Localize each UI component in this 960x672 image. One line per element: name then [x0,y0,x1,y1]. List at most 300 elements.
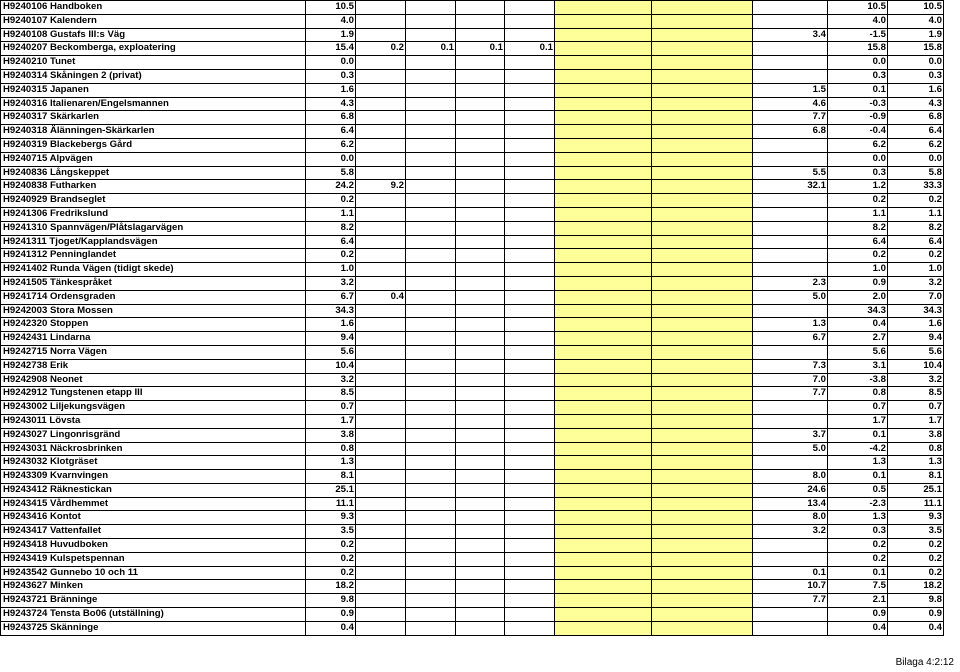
value-cell [406,552,456,566]
table-row [1,359,944,373]
table-row [1,152,944,166]
value-cell: 0.1 [505,42,555,56]
value-cell: -0.9 [828,111,888,125]
value-cell [555,249,652,263]
value-cell: 18.2 [306,580,356,594]
value-cell: 7.0 [753,373,828,387]
value-cell [652,14,753,28]
value-cell [505,566,555,580]
value-cell [555,414,652,428]
row-label-cell: H9243416 Kontot [1,511,306,525]
value-cell: 0.8 [306,442,356,456]
value-cell [652,194,753,208]
value-cell [652,56,753,70]
value-cell [406,152,456,166]
row-label-cell: H9241310 Spannvägen/Plåtslagarvägen [1,221,306,235]
value-cell [356,359,406,373]
table-row [1,332,944,346]
value-cell [505,332,555,346]
value-cell: 0.2 [306,566,356,580]
value-cell [406,83,456,97]
value-cell: 4.0 [888,14,944,28]
value-cell [555,1,652,15]
value-cell: 0.2 [828,249,888,263]
value-cell: 0.7 [888,401,944,415]
value-cell: 1.6 [888,83,944,97]
value-cell [406,69,456,83]
value-cell [356,138,406,152]
table-row [1,125,944,139]
value-cell [406,608,456,622]
value-cell: 10.4 [888,359,944,373]
value-cell [456,166,505,180]
value-cell [356,414,406,428]
value-cell [555,125,652,139]
value-cell: 10.4 [306,359,356,373]
value-cell: 33.3 [888,180,944,194]
value-cell [505,166,555,180]
value-cell [555,28,652,42]
table-row [1,566,944,580]
row-label-cell: H9240317 Skärkarlen [1,111,306,125]
value-cell: 2.0 [828,290,888,304]
value-cell: 0.2 [306,194,356,208]
value-cell [406,28,456,42]
table-row [1,97,944,111]
table-row [1,290,944,304]
value-cell: -3.8 [828,373,888,387]
value-cell [406,125,456,139]
value-cell [555,594,652,608]
value-cell: 0.0 [828,152,888,166]
value-cell: 4.6 [753,97,828,111]
value-cell [555,221,652,235]
value-cell [356,594,406,608]
row-label-cell: H9240715 Alpvägen [1,152,306,166]
value-cell [456,111,505,125]
value-cell [555,56,652,70]
table-row [1,56,944,70]
value-cell: 3.4 [753,28,828,42]
row-label-cell: H9243412 Räknestickan [1,483,306,497]
value-cell [505,263,555,277]
value-cell [505,69,555,83]
value-cell [505,97,555,111]
table-row [1,483,944,497]
value-cell [406,235,456,249]
value-cell: 0.1 [753,566,828,580]
value-cell [456,621,505,635]
row-label-cell: H9243725 Skänninge [1,621,306,635]
value-cell: 5.8 [306,166,356,180]
value-cell [356,373,406,387]
table-row [1,276,944,290]
value-cell: 6.4 [828,235,888,249]
value-cell [356,276,406,290]
value-cell: 11.1 [888,497,944,511]
value-cell: 1.3 [828,456,888,470]
value-cell [753,621,828,635]
table-row [1,539,944,553]
table-row [1,552,944,566]
value-cell [753,263,828,277]
value-cell [505,28,555,42]
value-cell [356,194,406,208]
table-row [1,304,944,318]
value-cell [555,359,652,373]
value-cell [406,1,456,15]
value-cell [456,345,505,359]
value-cell [406,387,456,401]
value-cell: 2.7 [828,332,888,346]
value-cell [356,387,406,401]
value-cell [505,318,555,332]
value-cell [652,497,753,511]
value-cell [753,249,828,263]
value-cell [505,138,555,152]
value-cell [505,497,555,511]
value-cell: 4.0 [306,14,356,28]
table-row [1,235,944,249]
value-cell: 0.8 [888,442,944,456]
value-cell [356,483,406,497]
row-label-cell: H9242908 Neonet [1,373,306,387]
value-cell [456,428,505,442]
row-label-cell: H9243542 Gunnebo 10 och 11 [1,566,306,580]
row-label-cell: H9242715 Norra Vägen [1,345,306,359]
value-cell [652,621,753,635]
row-label-cell: H9240210 Tunet [1,56,306,70]
value-cell: 7.0 [888,290,944,304]
value-cell [505,14,555,28]
table-body [1,1,944,636]
table-row [1,318,944,332]
value-cell [555,483,652,497]
table-row [1,525,944,539]
value-cell [555,166,652,180]
value-cell [356,428,406,442]
value-cell: 2.1 [828,594,888,608]
value-cell [406,345,456,359]
value-cell: 1.3 [753,318,828,332]
value-cell [406,621,456,635]
value-cell: 0.4 [306,621,356,635]
value-cell: 3.7 [753,428,828,442]
value-cell [555,152,652,166]
value-cell: 5.6 [888,345,944,359]
value-cell [555,276,652,290]
value-cell [753,1,828,15]
value-cell [356,263,406,277]
value-cell: 1.0 [306,263,356,277]
value-cell: 6.2 [888,138,944,152]
value-cell: 1.2 [828,180,888,194]
value-cell: 3.8 [888,428,944,442]
value-cell [456,470,505,484]
row-label-cell: H9243002 Liljekungsvägen [1,401,306,415]
value-cell [753,152,828,166]
value-cell: 6.8 [888,111,944,125]
value-cell [753,207,828,221]
value-cell: 8.2 [306,221,356,235]
value-cell [753,194,828,208]
value-cell [456,180,505,194]
value-cell [406,566,456,580]
value-cell [356,525,406,539]
value-cell [356,580,406,594]
value-cell [652,138,753,152]
value-cell [753,539,828,553]
value-cell: 0.1 [828,566,888,580]
table-row [1,249,944,263]
value-cell [555,442,652,456]
value-cell: 3.2 [888,373,944,387]
value-cell: 0.1 [828,83,888,97]
value-cell [505,1,555,15]
value-cell [753,304,828,318]
value-cell: -0.3 [828,97,888,111]
value-cell [406,304,456,318]
value-cell: 0.4 [828,318,888,332]
row-label-cell: H9243415 Vårdhemmet [1,497,306,511]
value-cell: 0.0 [306,56,356,70]
value-cell: 5.5 [753,166,828,180]
value-cell: 15.8 [888,42,944,56]
value-cell [356,497,406,511]
value-cell: 1.6 [306,83,356,97]
value-cell [753,345,828,359]
value-cell [555,235,652,249]
value-cell [652,263,753,277]
value-cell [652,387,753,401]
value-cell: 8.1 [888,470,944,484]
row-label-cell: H9243417 Vattenfallet [1,525,306,539]
table-row [1,180,944,194]
value-cell [652,594,753,608]
value-cell [356,318,406,332]
value-cell: 7.3 [753,359,828,373]
value-cell [456,221,505,235]
value-cell [652,290,753,304]
row-label-cell: H9240106 Handboken [1,1,306,15]
value-cell [456,207,505,221]
value-cell [456,290,505,304]
value-cell: 4.3 [888,97,944,111]
value-cell [505,290,555,304]
value-cell [406,97,456,111]
value-cell: 1.3 [828,511,888,525]
value-cell [652,483,753,497]
value-cell [356,166,406,180]
value-cell: 3.2 [306,276,356,290]
value-cell: 4.3 [306,97,356,111]
row-label-cell: H9243027 Lingonrisgränd [1,428,306,442]
value-cell [356,83,406,97]
value-cell [505,456,555,470]
table-row [1,14,944,28]
value-cell [356,221,406,235]
value-cell [555,456,652,470]
row-label-cell: H9240107 Kalendern [1,14,306,28]
value-cell [753,608,828,622]
value-cell: 7.7 [753,594,828,608]
value-cell [505,483,555,497]
value-cell [456,194,505,208]
value-cell: 1.7 [306,414,356,428]
value-cell [505,373,555,387]
value-cell: 3.2 [888,276,944,290]
value-cell [555,580,652,594]
value-cell [456,263,505,277]
table-row [1,594,944,608]
value-cell: 5.6 [828,345,888,359]
value-cell [356,539,406,553]
value-cell [555,14,652,28]
value-cell [555,332,652,346]
value-cell [406,470,456,484]
value-cell [406,14,456,28]
value-cell [356,1,406,15]
value-cell: 0.2 [888,194,944,208]
value-cell [753,552,828,566]
value-cell: 0.4 [828,621,888,635]
value-cell: 10.5 [306,1,356,15]
value-cell: 7.7 [753,111,828,125]
value-cell: 3.2 [306,373,356,387]
value-cell: 5.8 [888,166,944,180]
row-label-cell: H9240929 Brandseglet [1,194,306,208]
value-cell [753,401,828,415]
value-cell [406,539,456,553]
value-cell [356,125,406,139]
value-cell [555,373,652,387]
value-cell: -1.5 [828,28,888,42]
value-cell [356,152,406,166]
value-cell [505,111,555,125]
value-cell: 9.3 [888,511,944,525]
value-cell [652,442,753,456]
value-cell: 0.2 [888,539,944,553]
value-cell [356,235,406,249]
table-row [1,497,944,511]
value-cell: 8.5 [888,387,944,401]
value-cell: 9.4 [306,332,356,346]
value-cell [356,608,406,622]
value-cell: 0.9 [828,608,888,622]
value-cell [505,525,555,539]
value-cell [652,428,753,442]
value-cell: 0.5 [828,483,888,497]
value-cell: 9.8 [888,594,944,608]
value-cell [555,470,652,484]
value-cell [456,483,505,497]
row-label-cell: H9240316 Italienaren/Engelsmannen [1,97,306,111]
value-cell: 10.5 [888,1,944,15]
value-cell [406,511,456,525]
value-cell [356,442,406,456]
value-cell [753,235,828,249]
row-label-cell: H9240314 Skåningen 2 (privat) [1,69,306,83]
value-cell: 3.8 [306,428,356,442]
value-cell [555,304,652,318]
value-cell [505,345,555,359]
value-cell: 8.1 [306,470,356,484]
value-cell [555,428,652,442]
value-cell [406,594,456,608]
value-cell [505,249,555,263]
table-row [1,456,944,470]
value-cell [456,387,505,401]
value-cell [555,552,652,566]
value-cell: -4.2 [828,442,888,456]
value-cell [652,414,753,428]
value-cell [652,83,753,97]
row-label-cell: H9243627 Minken [1,580,306,594]
row-label-cell: H9240318 Älänningen-Skärkarlen [1,125,306,139]
value-cell: 4.0 [828,14,888,28]
value-cell [652,345,753,359]
value-cell [456,138,505,152]
row-label-cell: H9241402 Runda Vägen (tidigt skede) [1,263,306,277]
value-cell [652,180,753,194]
value-cell [555,138,652,152]
table-row [1,42,944,56]
value-cell: 0.8 [828,387,888,401]
value-cell [456,69,505,83]
value-cell: 6.4 [306,235,356,249]
value-cell [356,69,406,83]
value-cell: 0.2 [306,539,356,553]
value-cell [406,373,456,387]
value-cell: 9.2 [356,180,406,194]
value-cell [555,263,652,277]
table-row [1,207,944,221]
row-label-cell: H9240838 Futharken [1,180,306,194]
value-cell [356,97,406,111]
value-cell [652,304,753,318]
value-cell [406,290,456,304]
value-cell: 0.2 [828,194,888,208]
row-label-cell: H9241312 Penninglandet [1,249,306,263]
value-cell [356,621,406,635]
value-cell [406,194,456,208]
value-cell: 0.2 [828,539,888,553]
value-cell: 0.3 [828,166,888,180]
value-cell [555,111,652,125]
value-cell [652,359,753,373]
value-cell: 10.7 [753,580,828,594]
value-cell: 0.2 [306,552,356,566]
value-cell [406,414,456,428]
value-cell [652,318,753,332]
value-cell [652,125,753,139]
value-cell [456,608,505,622]
value-cell: 0.1 [456,42,505,56]
value-cell [505,387,555,401]
table-row [1,345,944,359]
value-cell: 1.5 [753,83,828,97]
value-cell: 8.0 [753,511,828,525]
value-cell [555,97,652,111]
value-cell [555,401,652,415]
value-cell: 24.2 [306,180,356,194]
value-cell [652,511,753,525]
value-cell: 8.0 [753,470,828,484]
value-cell: 7.5 [828,580,888,594]
value-cell [753,69,828,83]
row-label-cell: H9242912 Tungstenen etapp III [1,387,306,401]
value-cell [505,207,555,221]
